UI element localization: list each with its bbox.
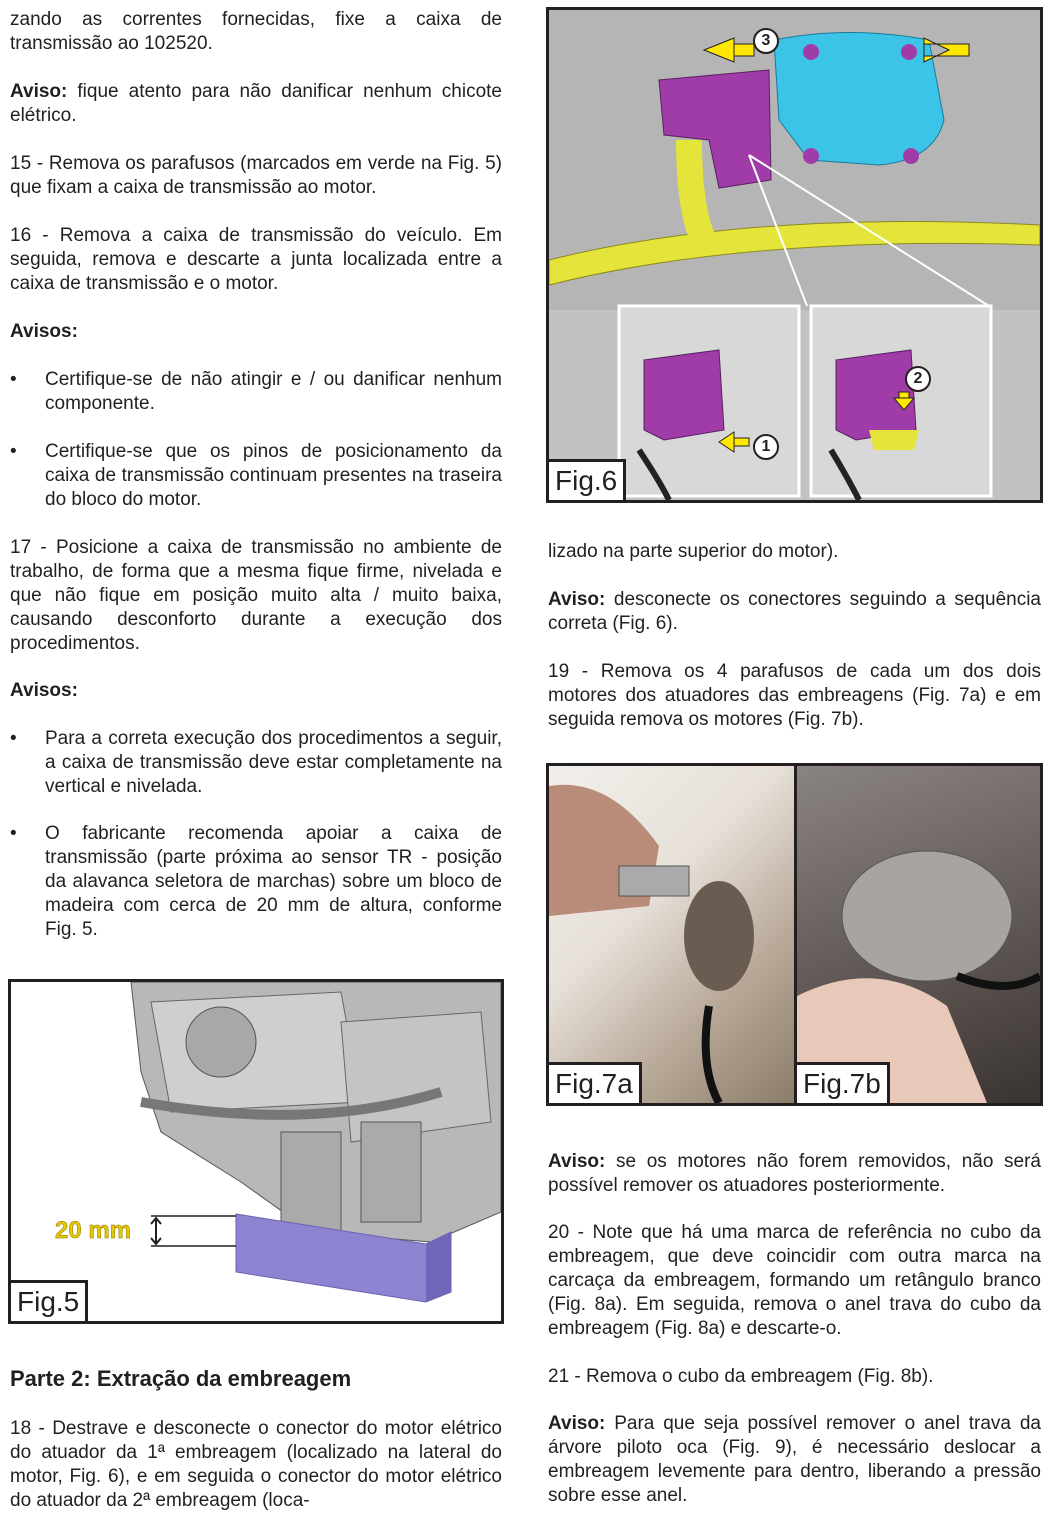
step-21: 21 - Remova o cubo da embreagem (Fig. 8b). (548, 1366, 934, 1387)
marker-1: 1 (753, 434, 779, 460)
figure-6 (546, 7, 1043, 503)
figure-5 (8, 979, 504, 1324)
warnings-heading: Avisos: (10, 321, 78, 342)
warning-sequence (548, 588, 1041, 636)
bullet-dot: • (10, 441, 17, 462)
figure-label: Fig.5 (11, 1280, 88, 1321)
warning-motors (548, 1150, 1041, 1198)
warning-text: se os motores não forem removidos, não será possível remover os atuadores posteriormente. (548, 1151, 1041, 1196)
warning-ring (548, 1412, 1041, 1508)
marker-2: 2 (905, 366, 931, 392)
warning-label: Aviso: (548, 1151, 606, 1172)
photo-7b (797, 766, 1040, 1103)
section-heading: Parte 2: Extração da embreagem (10, 1366, 352, 1391)
paragraph-intro: zando as correntes fornecidas, fixe a caixa de transmissão ao 102520. (10, 9, 502, 54)
figure-7 (546, 763, 1043, 1106)
bullet-dot: • (10, 369, 17, 390)
warning-text: Para que seja possível remover o anel trava da árvore piloto oca (Fig. 9), é necessário deslocar a embreagem levemente para dentro, liberando a pressão sobre esse anel. (548, 1413, 1041, 1506)
warning-text: desconecte os conectores seguindo a sequência correta (Fig. 6). (548, 589, 1041, 634)
photo-7a (549, 766, 794, 1103)
warnings-heading: Avisos: (10, 680, 78, 701)
marker-3: 3 (753, 28, 779, 54)
warning-label: Aviso: (548, 589, 606, 610)
dimension-label: 20 mm (55, 1217, 132, 1244)
motor (774, 33, 944, 166)
bullet-item: O fabricante recomenda apoiar a caixa de transmissão (parte próxima ao sensor TR - posição da alavanca seletora de marchas) sobre um bloco de madeira com cerca de 20 mm de altura, conforme Fig. 5. (45, 823, 502, 940)
bullet-item: Para a correta execução dos procedimentos a seguir, a caixa de transmissão deve estar completamente na vertical e nivelada. (45, 728, 502, 797)
step-18: 18 - Destrave e desconecte o conector do motor elétrico do atuador da 1ª embreagem (localizado na lateral do motor, Fig. 6), e em seguida o conector do motor elétrico do atuador da 2ª embreagem (loca- (10, 1418, 502, 1511)
warning-label: Aviso: (548, 1413, 606, 1434)
warning-text: fique atento para não danificar nenhum chicote elétrico. (10, 81, 502, 126)
bullet-dot: • (10, 728, 17, 749)
warning-label: Aviso: (10, 81, 68, 102)
bullet-item: Certifique-se de não atingir e / ou danificar nenhum componente. (45, 369, 502, 414)
actuator-illustration (549, 10, 1040, 500)
step-15: 15 - Remova os parafusos (marcados em verde na Fig. 5) que fixam a caixa de transmissão ao motor. (10, 153, 502, 198)
paragraph-continued: lizado na parte superior do motor). (548, 541, 839, 562)
warning-harness (10, 80, 502, 128)
step-19: 19 - Remova os 4 parafusos de cada um dos dois motores dos atuadores das embreagens (Fig. 7a) e em seguida remova os motores (Fig. 7b). (548, 661, 1041, 730)
step-16: 16 - Remova a caixa de transmissão do veículo. Em seguida, remova e descarte a junta localizada entre a caixa de transmissão e o motor. (10, 225, 502, 294)
step-17: 17 - Posicione a caixa de transmissão no ambiente de trabalho, de forma que a mesma fique firme, nivelada e que não fique em posição muito alta / muito baixa, causando desconforto durante a execução dos procedimentos. (10, 537, 502, 654)
photo-7a-content (549, 766, 794, 1103)
bullet-item: Certifique-se que os pinos de posicionamento da caixa de transmissão continuam presentes na traseira do bloco do motor. (45, 441, 502, 510)
figure-label: Fig.7b (797, 1062, 890, 1103)
transmission-illustration (11, 982, 501, 1321)
figure-label: Fig.6 (549, 459, 626, 500)
bullet-dot: • (10, 823, 17, 844)
figure-label: Fig.7a (549, 1062, 642, 1103)
photo-7b-content (797, 766, 1040, 1103)
step-20: 20 - Note que há uma marca de referência no cubo da embreagem, que deve coincidir com outra marca na carcaça da embreagem, formando um retângulo branco (Fig. 8a). Em seguida, remova o anel trava do cubo da embreagem (Fig. 8a) e descarte-o. (548, 1222, 1041, 1339)
